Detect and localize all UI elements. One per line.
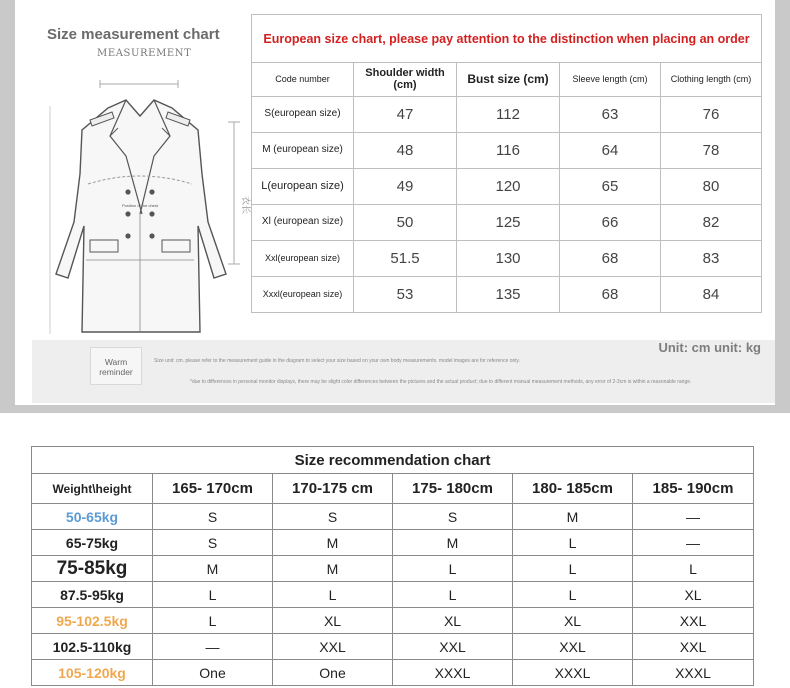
length-value: 82 — [661, 205, 762, 241]
bust-value: 125 — [457, 205, 560, 241]
weight-range: 50-65kg — [32, 504, 153, 530]
recommended-size: XL — [273, 608, 393, 634]
recommended-size: XXXL — [633, 660, 754, 686]
size-row — [252, 205, 762, 241]
reminder-text: Size unit: cm. please refer to the measurement guide in the diagram to select your size based on your own body measurements. model images are for reference only. — [154, 358, 520, 364]
weight-range: 75-85kg — [32, 556, 153, 582]
sleeve-value: 68 — [560, 241, 661, 277]
recommended-size: — — [633, 530, 754, 556]
size-row — [252, 277, 762, 313]
weight-range: 102.5-110kg — [32, 634, 153, 660]
recommended-size: L — [153, 582, 273, 608]
recommended-size: L — [513, 582, 633, 608]
recommended-size: L — [513, 556, 633, 582]
recommended-size: XXL — [633, 634, 754, 660]
length-value: 80 — [661, 169, 762, 205]
recommended-size: XL — [393, 608, 513, 634]
header-height-range: 175- 180cm — [393, 474, 513, 504]
recommended-size: M — [393, 530, 513, 556]
shoulder-value: 50 — [354, 205, 457, 241]
size-code: L(european size) — [252, 169, 354, 205]
recommended-size: One — [273, 660, 393, 686]
recommended-size: S — [273, 504, 393, 530]
recommended-size: XL — [513, 608, 633, 634]
recommended-size: S — [153, 530, 273, 556]
recommended-size: L — [153, 608, 273, 634]
header-bust-size: Bust size (cm) — [457, 63, 560, 97]
shoulder-value: 49 — [354, 169, 457, 205]
header-height-range: 165- 170cm — [153, 474, 273, 504]
length-value: 83 — [661, 241, 762, 277]
recommendation-header — [32, 474, 754, 504]
recommended-size: S — [153, 504, 273, 530]
size-chart-title: Size measurement chart — [47, 26, 220, 43]
bust-value: 112 — [457, 97, 560, 133]
recommended-size: L — [633, 556, 754, 582]
unit-label: Unit: cm unit: kg — [658, 340, 761, 355]
recommended-size: One — [153, 660, 273, 686]
bust-value: 120 — [457, 169, 560, 205]
recommended-size: L — [273, 582, 393, 608]
recommendation-row — [32, 582, 754, 608]
size-row — [252, 97, 762, 133]
size-code: M (european size) — [252, 133, 354, 169]
header-code-number: Code number — [252, 63, 354, 97]
recommended-size: L — [393, 582, 513, 608]
header-height-range: 180- 185cm — [513, 474, 633, 504]
recommended-size: XXL — [633, 608, 754, 634]
length-value: 78 — [661, 133, 762, 169]
size-measurement-card — [15, 0, 775, 405]
recommendation-row — [32, 556, 754, 582]
size-code: Xxxl(european size) — [252, 277, 354, 313]
recommended-size: M — [273, 556, 393, 582]
size-note: European size chart, please pay attention to the distinction when placing an order — [252, 15, 762, 63]
recommended-size: XXL — [513, 634, 633, 660]
recommendation-row — [32, 660, 754, 686]
size-code: S(european size) — [252, 97, 354, 133]
weight-range: 95-102.5kg — [32, 608, 153, 634]
size-code: Xl (european size) — [252, 205, 354, 241]
recommended-size: — — [153, 634, 273, 660]
coat-diagram — [30, 64, 252, 344]
recommended-size: XXL — [393, 634, 513, 660]
warm-reminder-label: Warm reminder — [90, 347, 142, 385]
sleeve-value: 68 — [560, 277, 661, 313]
size-code: Xxl(european size) — [252, 241, 354, 277]
header-height-range: 170-175 cm — [273, 474, 393, 504]
recommended-size: M — [273, 530, 393, 556]
sleeve-value: 64 — [560, 133, 661, 169]
size-table-header — [252, 63, 762, 97]
weight-range: 87.5-95kg — [32, 582, 153, 608]
header-shoulder-width: Shoulder width (cm) — [354, 63, 457, 97]
recommended-size: M — [513, 504, 633, 530]
sleeve-value: 63 — [560, 97, 661, 133]
size-row — [252, 169, 762, 205]
recommendation-row — [32, 608, 754, 634]
length-value: 84 — [661, 277, 762, 313]
length-value: 76 — [661, 97, 762, 133]
header-height-range: 185- 190cm — [633, 474, 754, 504]
size-row — [252, 241, 762, 277]
bust-value: 116 — [457, 133, 560, 169]
recommended-size: L — [513, 530, 633, 556]
size-recommendation-table — [31, 446, 754, 686]
european-size-table — [251, 14, 762, 313]
recommendation-row — [32, 530, 754, 556]
bust-value: 135 — [457, 277, 560, 313]
recommended-size: XXL — [273, 634, 393, 660]
weight-range: 105-120kg — [32, 660, 153, 686]
weight-range: 65-75kg — [32, 530, 153, 556]
header-clothing-length: Clothing length (cm) — [661, 63, 762, 97]
size-row — [252, 133, 762, 169]
chest-position-label: Position of the chest — [121, 203, 159, 208]
coat-illustration — [30, 64, 252, 344]
header-sleeve-length: Sleeve length (cm) — [560, 63, 661, 97]
reminder-disclaimer: *due to differences in personal monitor displays, there may be slight color differences between the pictures and the actual product; due to different manual measurement methods, any error of 2-3cm is within a reasonable range. — [190, 379, 692, 385]
shoulder-value: 47 — [354, 97, 457, 133]
warm-reminder-section — [32, 340, 775, 403]
recommendation-title: Size recommendation chart — [32, 447, 754, 474]
recommended-size: XL — [633, 582, 754, 608]
recommended-size: S — [393, 504, 513, 530]
recommended-size: M — [153, 556, 273, 582]
measurement-subtitle: MEASUREMENT — [97, 48, 192, 59]
recommended-size: XXXL — [513, 660, 633, 686]
recommendation-row — [32, 634, 754, 660]
recommendation-row — [32, 504, 754, 530]
recommended-size: XXXL — [393, 660, 513, 686]
sleeve-value: 66 — [560, 205, 661, 241]
shoulder-value: 53 — [354, 277, 457, 313]
shoulder-value: 51.5 — [354, 241, 457, 277]
length-label: 衣长 — [240, 196, 250, 215]
shoulder-value: 48 — [354, 133, 457, 169]
bust-value: 130 — [457, 241, 560, 277]
recommended-size: L — [393, 556, 513, 582]
recommended-size: — — [633, 504, 754, 530]
header-weight-height: Weight\height — [32, 474, 153, 504]
sleeve-value: 65 — [560, 169, 661, 205]
